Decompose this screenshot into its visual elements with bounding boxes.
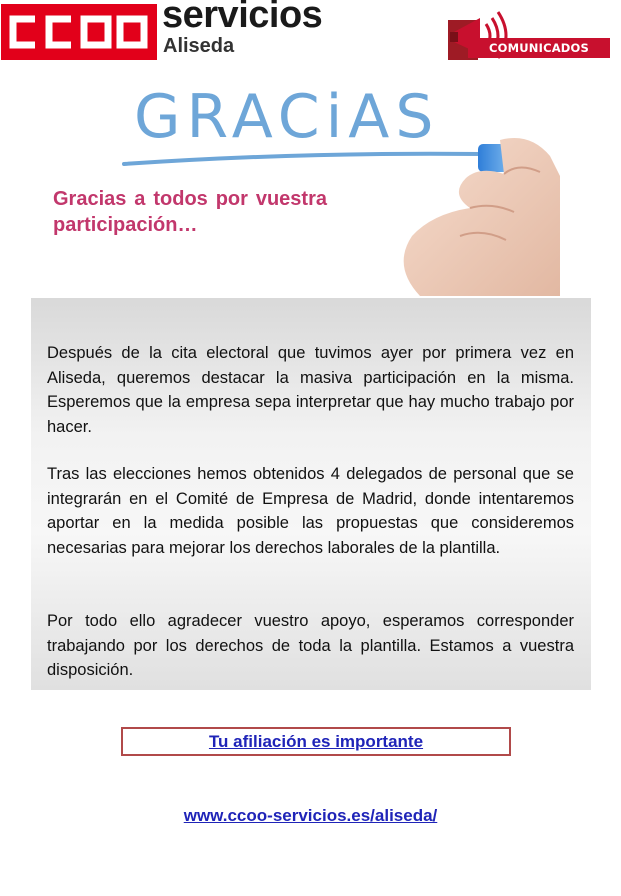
- gracias-handwritten: GRACiAS: [134, 82, 440, 152]
- paragraph-1: Después de la cita electoral que tuvimos ayer por primera vez en Aliseda, queremos destacar la masiva participación en la misma. Esperemos que la empresa sepa interpretar que hay mucho trabajo por hacer.: [47, 344, 574, 436]
- paragraph-3: Por todo ello agradecer vuestro apoyo, esperamos corresponder trabajando por los derechos de toda la plantilla. Estamos a vuestra disposición.: [47, 612, 574, 679]
- tagline: Gracias a todos por vuestra participación…: [53, 188, 327, 236]
- ccoo-logo: [1, 4, 157, 60]
- message-panel: [31, 298, 591, 690]
- comunicados-label: COMUNICADOS: [468, 38, 610, 58]
- affiliation-link[interactable]: Tu afiliación es importante: [208, 732, 424, 751]
- brand-subtitle: Aliseda: [163, 35, 235, 57]
- ccoo-logo-letters: [1, 4, 157, 60]
- brand-name: servicios: [162, 0, 323, 36]
- paragraph-2: Tras las elecciones hemos obtenidos 4 delegados de personal que se integrarán en el Comité de Empresa de Madrid, donde intentaremos aportar en la medida posible las propuestas que consideremos necesarias para mejorar los derechos laborales de la plantilla.: [47, 465, 574, 557]
- website-link[interactable]: www.ccoo-servicios.es/aliseda/: [183, 806, 438, 825]
- affiliation-box: [121, 727, 511, 756]
